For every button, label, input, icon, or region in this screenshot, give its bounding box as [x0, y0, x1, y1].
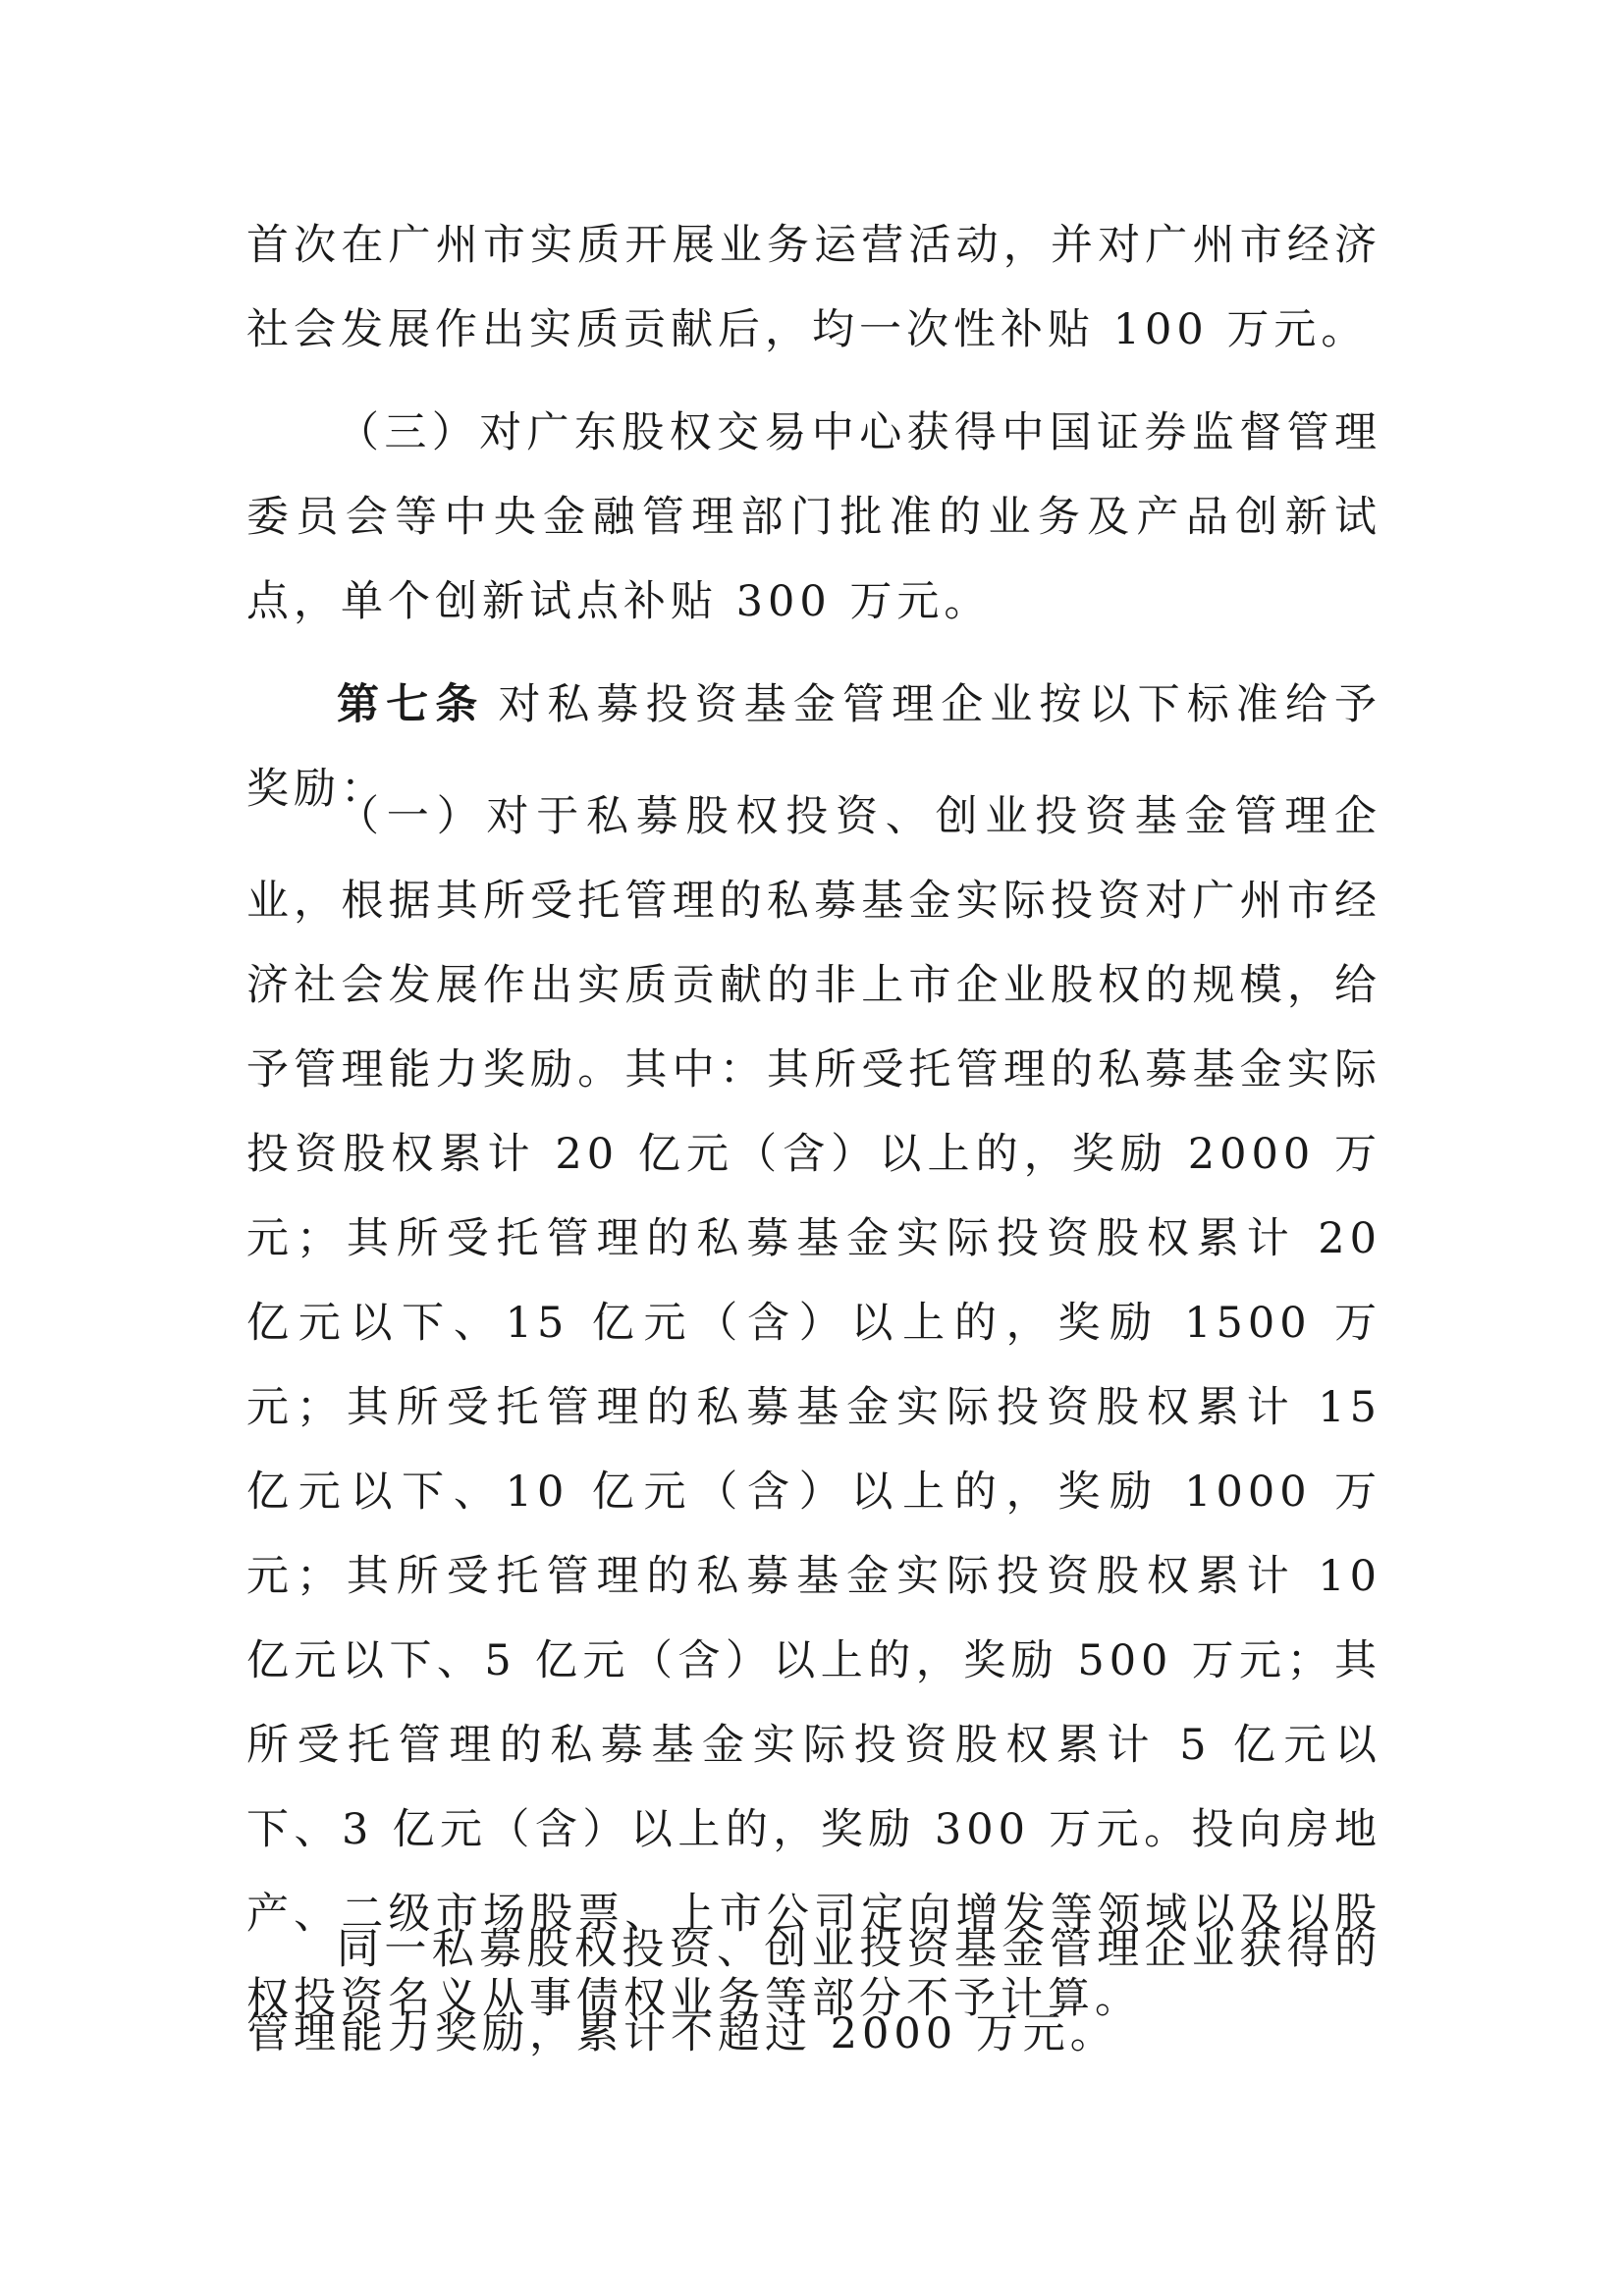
paragraph-1 [246, 203, 1381, 372]
paragraph-2 [246, 391, 1381, 644]
article-text: 对私募投资基金管理企业按以下标准给予奖励： [246, 680, 1382, 814]
paragraph-text: 首次在广州市实质开展业务运营活动，并对广州市经济社会发展作出实质贡献后，均一次性补贴 100 万元。 [246, 221, 1381, 354]
paragraph-text: （一）对于私募股权投资、创业投资基金管理企业，根据其所受托管理的私募基金实际投资对广州市经济社会发展作出实质贡献的非上市企业股权的规模，给予管理能力奖励。其中：其所受托管理的私募基金实际投资股权累计 20 亿元（含）以上的，奖励 2000 万元；其所受托管理的私募基金实际投资股权累计 20 亿元以下、15 亿元（含）以上的，奖励 1500 万元；其所受托管理的私募基金实际投资股权累计 15 亿元以下、10 亿元（含）以上的，奖励 1000 万元；其所受托管理的私募基金实际投资股权累计 10 亿元以下、5 亿元（含）以上的，奖励 500 万元；其所受托管理的私募基金实际投资股权累计 5 亿元以下、3 亿元（含）以上的，奖励 300 万元。投向房地产、二级市场股票、上市公司定向增发等领域以及以股权投资名义从事债权业务等部分不予计算。 [246, 792, 1381, 2023]
paragraph-text: （三）对广东股权交易中心获得中国证券监督管理委员会等中央金融管理部门批准的业务及产品创新试点，单个创新试点补贴 300 万元。 [246, 408, 1381, 626]
article-label: 第七条 [337, 680, 485, 729]
paragraph-cap [246, 1907, 1381, 2076]
paragraph-item-1 [246, 774, 1381, 2041]
paragraph-text: 同一私募股权投资、创业投资基金管理企业获得的管理能力奖励，累计不超过 2000 万元。 [246, 1925, 1381, 2058]
